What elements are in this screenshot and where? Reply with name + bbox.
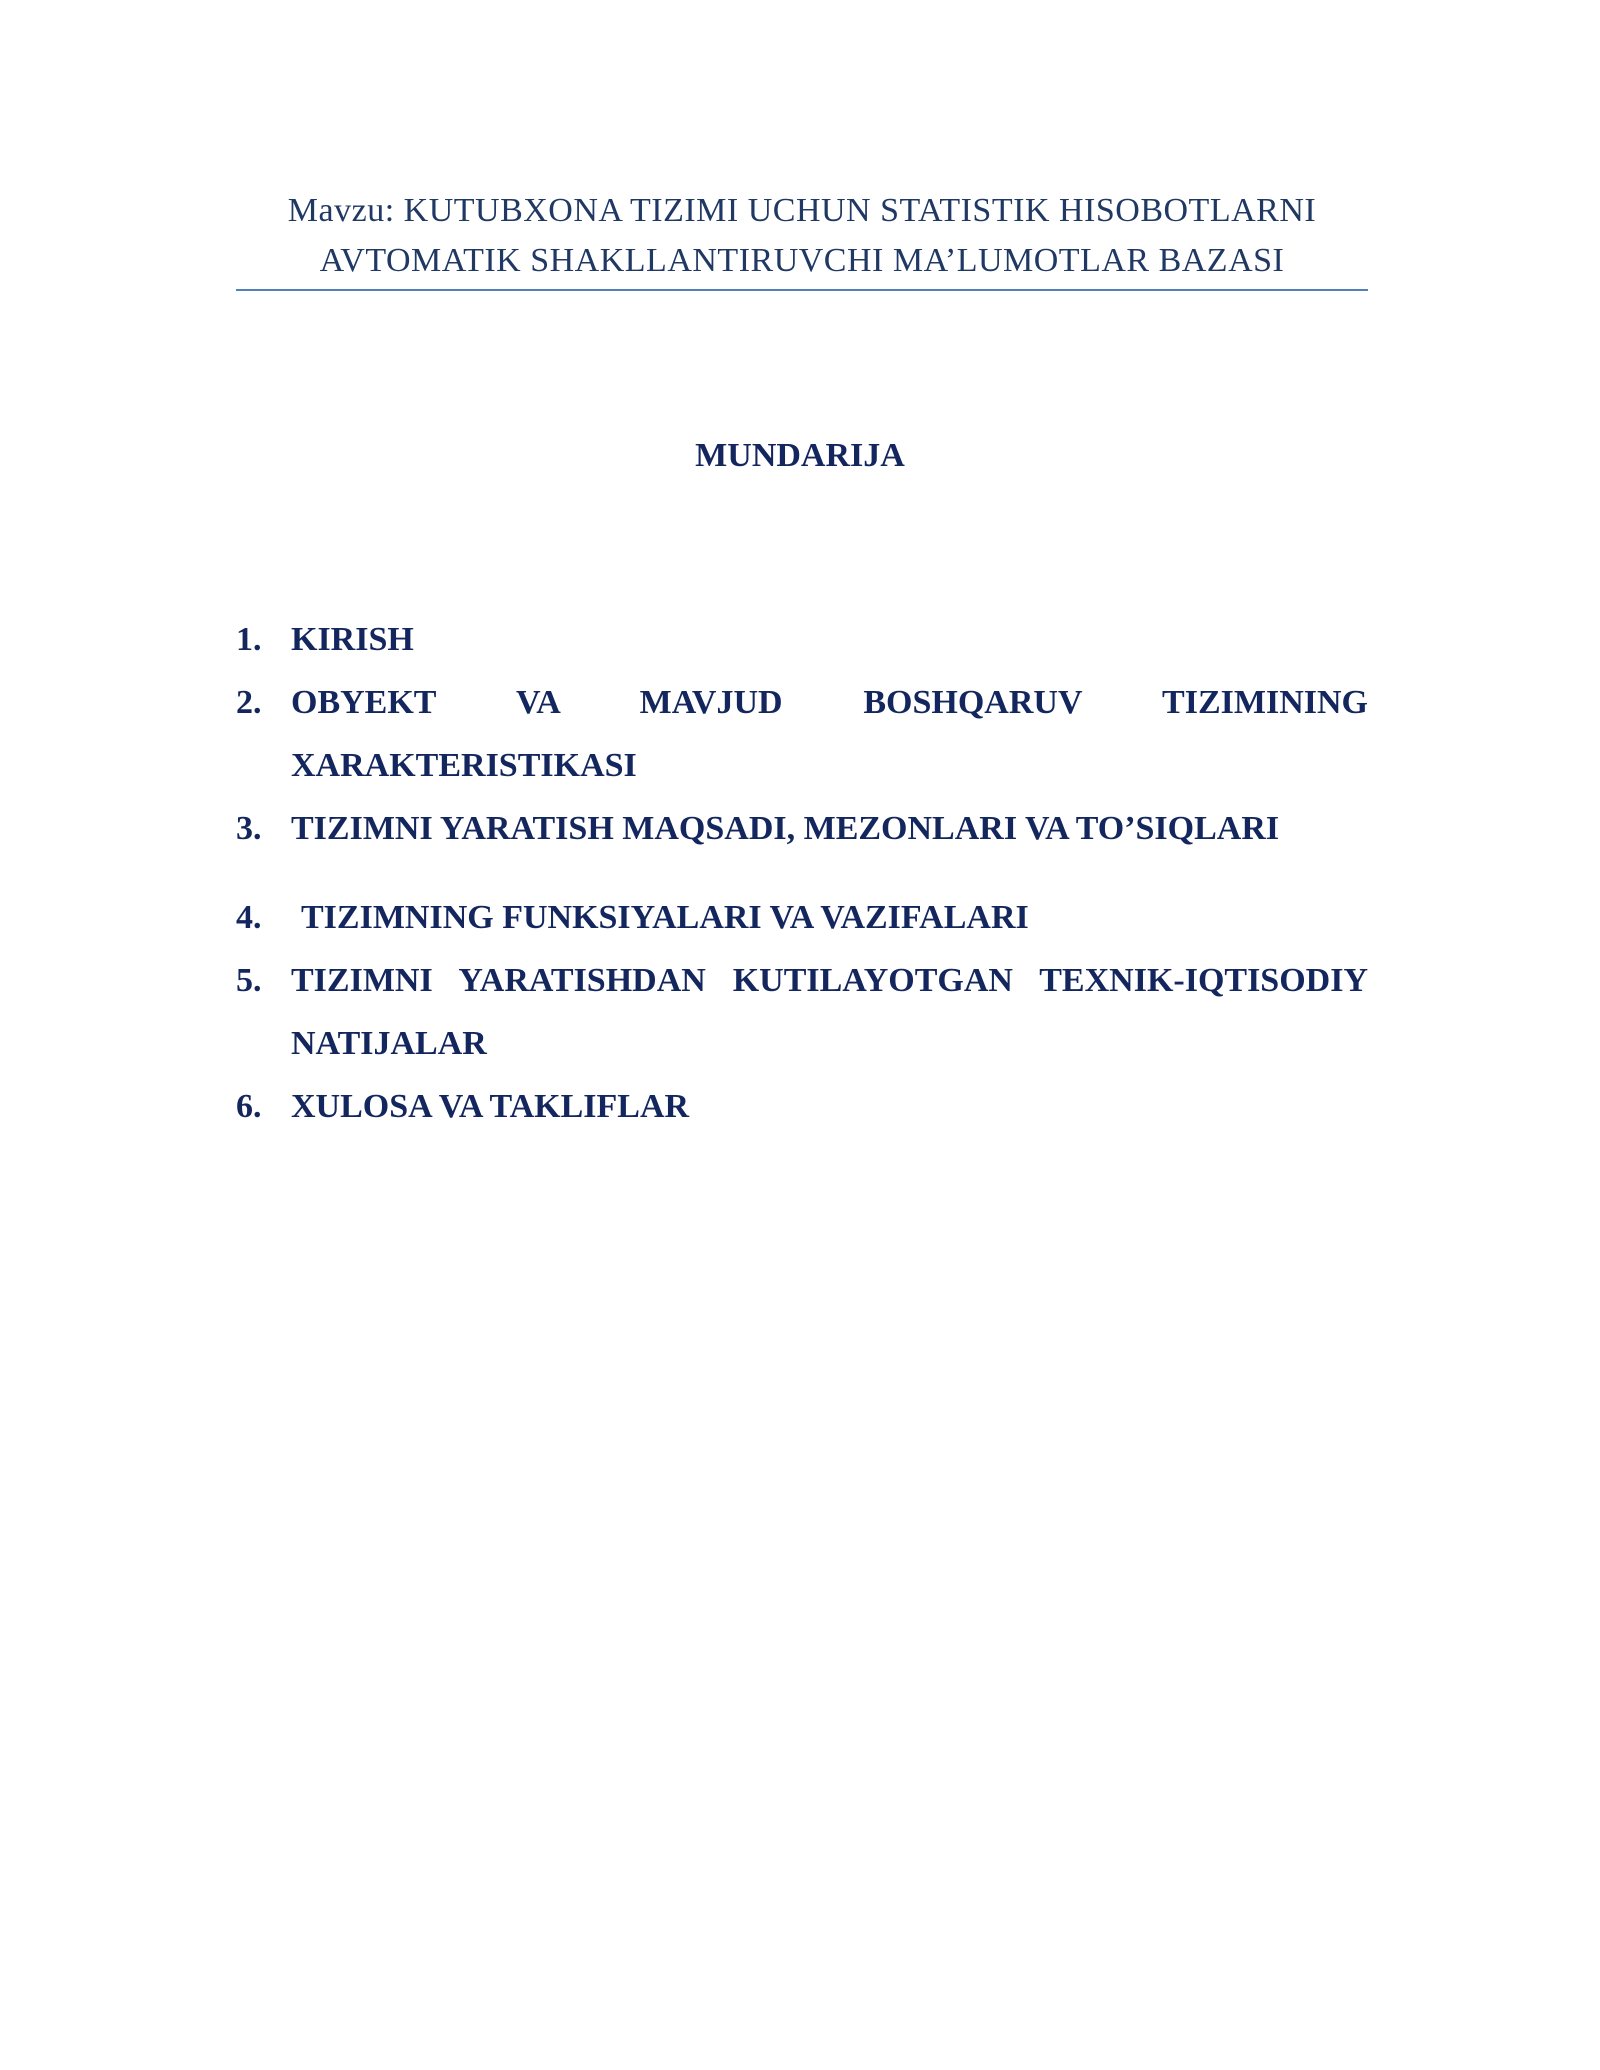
title-underline-rule	[236, 289, 1368, 291]
toc-item-text: XULOSA VA TAKLIFLAR	[291, 1088, 690, 1125]
toc-heading: MUNDARIJA	[695, 437, 905, 474]
toc-item-4	[236, 886, 1368, 949]
title-line-1: Mavzu: KUTUBXONA TIZIMI UCHUN STATISTIK HISOBOTLARNI	[287, 192, 1317, 229]
document-title	[236, 186, 1368, 286]
toc-item-text: TIZIMNI YARATISH MAQSADI, MEZONLARI VA TO’SIQLARI	[291, 810, 1280, 847]
toc-item-text: TIZIMNI YARATISHDAN KUTILAYOTGAN TEXNIK-IQTISODIY NATIJALAR	[291, 962, 1368, 1062]
toc-item-2	[236, 671, 1368, 797]
toc-item-number: 6.	[236, 1088, 262, 1125]
toc-item-6	[236, 1075, 1368, 1138]
toc-item-3	[236, 797, 1368, 860]
toc-item-text: OBYEKT VA MAVJUD BOSHQARUV TIZIMINING XARAKTERISTIKASI	[291, 684, 1368, 784]
toc-item-number: 1.	[236, 621, 262, 658]
title-line-2: AVTOMATIK SHAKLLANTIRUVCHI MA’LUMOTLAR BAZASI	[319, 242, 1285, 279]
toc-item-text: KIRISH	[291, 621, 414, 658]
toc-item-number: 5.	[236, 962, 262, 999]
toc-item-number: 3.	[236, 810, 262, 847]
toc-item-number: 2.	[236, 684, 262, 721]
toc-item-text: TIZIMNING FUNKSIYALARI VA VAZIFALARI	[301, 899, 1029, 936]
toc-item-1	[236, 608, 1368, 671]
toc-item-number: 4.	[236, 899, 262, 936]
table-of-contents	[236, 608, 1368, 1138]
toc-item-5	[236, 949, 1368, 1075]
